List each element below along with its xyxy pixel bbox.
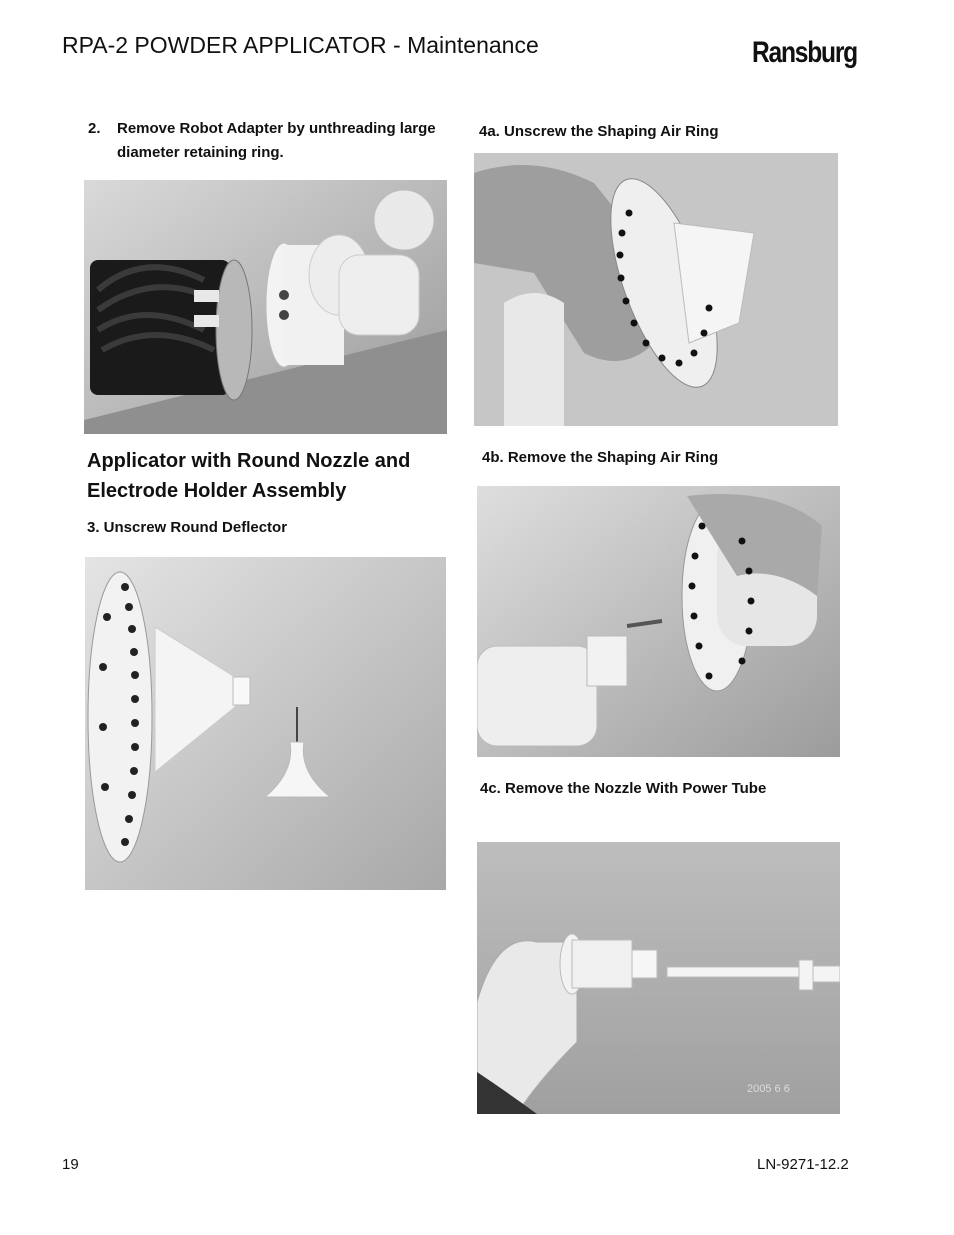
photo-remove-shaping-air-ring bbox=[477, 486, 840, 757]
step-2-number: 2. bbox=[88, 120, 101, 137]
page-number: 19 bbox=[62, 1156, 79, 1173]
document-number: LN-9271-12.2 bbox=[757, 1156, 849, 1173]
step-4b-instruction: 4b. Remove the Shaping Air Ring bbox=[482, 449, 719, 466]
step-2-instruction bbox=[88, 117, 448, 165]
section-heading: Applicator with Round Nozzle and Electrode Holder Assembly bbox=[87, 450, 411, 502]
photo-unscrew-shaping-air-ring bbox=[474, 153, 838, 426]
brand-logo: Ransburg bbox=[752, 36, 857, 69]
photo-robot-adapter bbox=[84, 180, 447, 434]
photo-datestamp: 2005 6 6 bbox=[747, 1083, 790, 1095]
step-4c-instruction: 4c. Remove the Nozzle With Power Tube bbox=[480, 780, 767, 797]
photo-round-deflector bbox=[85, 557, 446, 890]
step-2-text: Remove Robot Adapter by unthreading large diameter retaining ring. bbox=[117, 120, 436, 161]
page-title: RPA-2 POWDER APPLICATOR - Maintenance bbox=[62, 32, 539, 58]
step-4a-instruction: 4a. Unscrew the Shaping Air Ring bbox=[479, 123, 719, 140]
step-3-instruction: 3. Unscrew Round Deflector bbox=[87, 519, 288, 536]
photo-remove-nozzle-power-tube bbox=[477, 842, 840, 1114]
